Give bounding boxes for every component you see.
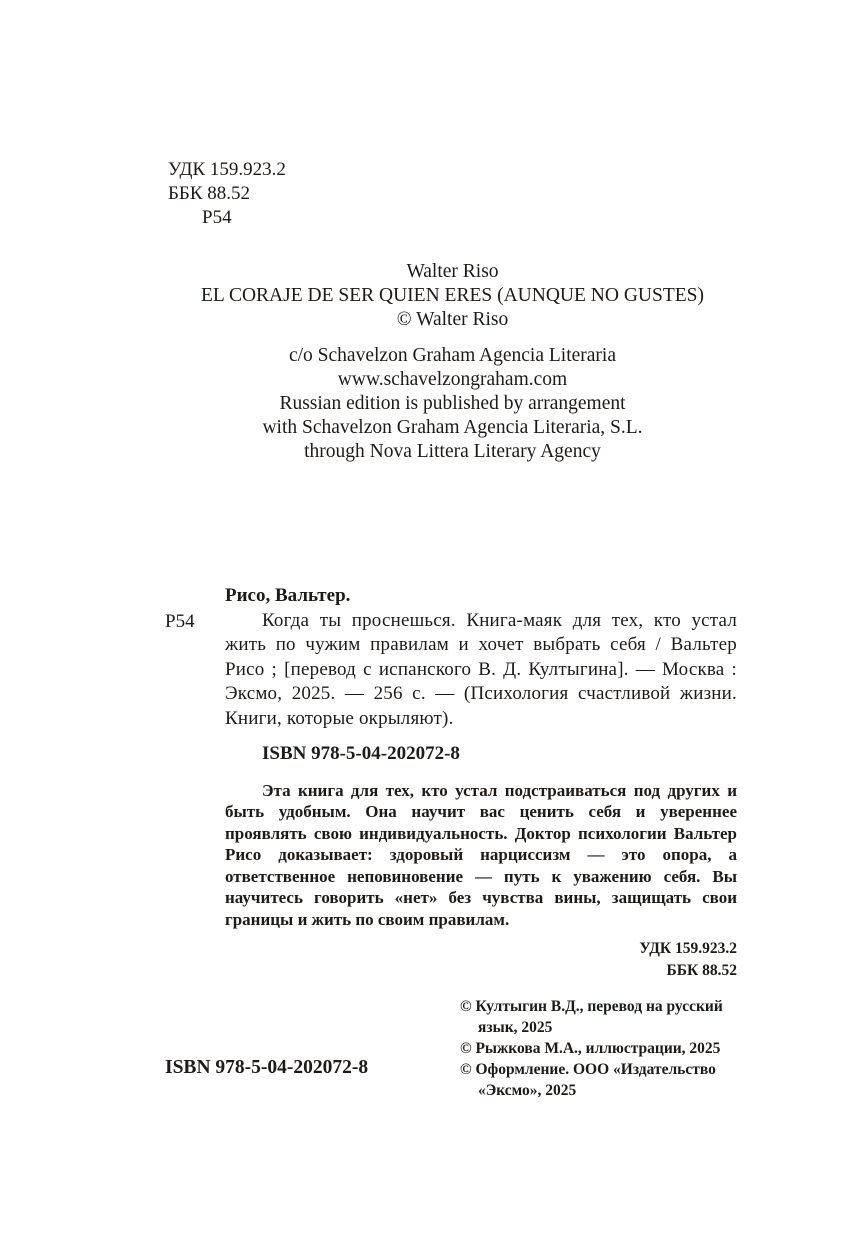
bbk-code: ББК 88.52: [168, 183, 250, 204]
original-copyright: © Walter Riso: [396, 309, 509, 330]
author-sign-code: Р54: [202, 207, 232, 228]
catalog-isbn: ISBN 978-5-04-202072-8: [262, 743, 460, 764]
bbk-code-right: ББК 88.52: [666, 962, 737, 979]
original-author: Walter Riso: [406, 261, 499, 282]
udk-code-right: УДК 159.923.2: [639, 940, 737, 957]
arrangement-line-2: with Schavelzon Graham Agencia Literaria, S.L.: [262, 417, 643, 438]
catalog-card: [165, 584, 737, 982]
original-edition-block: [165, 260, 740, 464]
udk-code: УДК 159.923.2: [168, 159, 286, 180]
classification-codes: [168, 158, 286, 230]
catalog-margin-code: Р54: [165, 610, 195, 632]
arrangement-line-3: through Nova Littera Literary Agency: [304, 441, 601, 462]
rights-agency-block: [165, 344, 740, 464]
footer-isbn: ISBN 978-5-04-202072-8: [165, 1057, 369, 1078]
copyright-translation: © Култыгин В.Д., перевод на русский язык, 2025: [460, 998, 723, 1036]
catalog-author-heading: Рисо, Вальтер.: [225, 585, 351, 606]
copyright-design: © Оформление. ООО «Издательство «Эксмо», 2025: [460, 1061, 716, 1099]
original-title: EL CORAJE DE SER QUIEN ERES (AUNQUE NO GUSTES): [200, 285, 704, 306]
agency-line: c/o Schavelzon Graham Agencia Literaria: [288, 345, 616, 366]
catalog-description: Когда ты проснешься. Книга-маяк для тех, кто устал жить по чужим правилам и хочет выбрать себя / Вальтер Рисо ; [перевод с испанского В. Д. Култыгина]. — Москва : Эксмо, 2025. — 256 с. — (Психология счастливой жизни. Книги, которые окрыляют).: [225, 609, 737, 729]
copyright-illustrations: © Рыжкова М.А., иллюстрации, 2025: [460, 1040, 721, 1057]
catalog-entry: [165, 609, 737, 732]
agency-website: www.schavelzongraham.com: [337, 369, 568, 390]
arrangement-line-1: Russian edition is published by arrangement: [279, 393, 626, 414]
original-edition-credits: [165, 260, 740, 332]
copyright-notices: [460, 996, 745, 1101]
book-annotation: Эта книга для тех, кто устал подстраиваться под других и быть удобным. Она научит вас ценить себя и увереннее проявлять свою индивидуальность. Доктор психологии Вальтер Рисо доказывает: здоровый нарциссизм — это опора, а ответственное неповиновение — путь к уважению себя. Вы научитесь говорить «нет» без чувства вины, защищать свои границы и жить по своим правилам.: [225, 780, 737, 929]
